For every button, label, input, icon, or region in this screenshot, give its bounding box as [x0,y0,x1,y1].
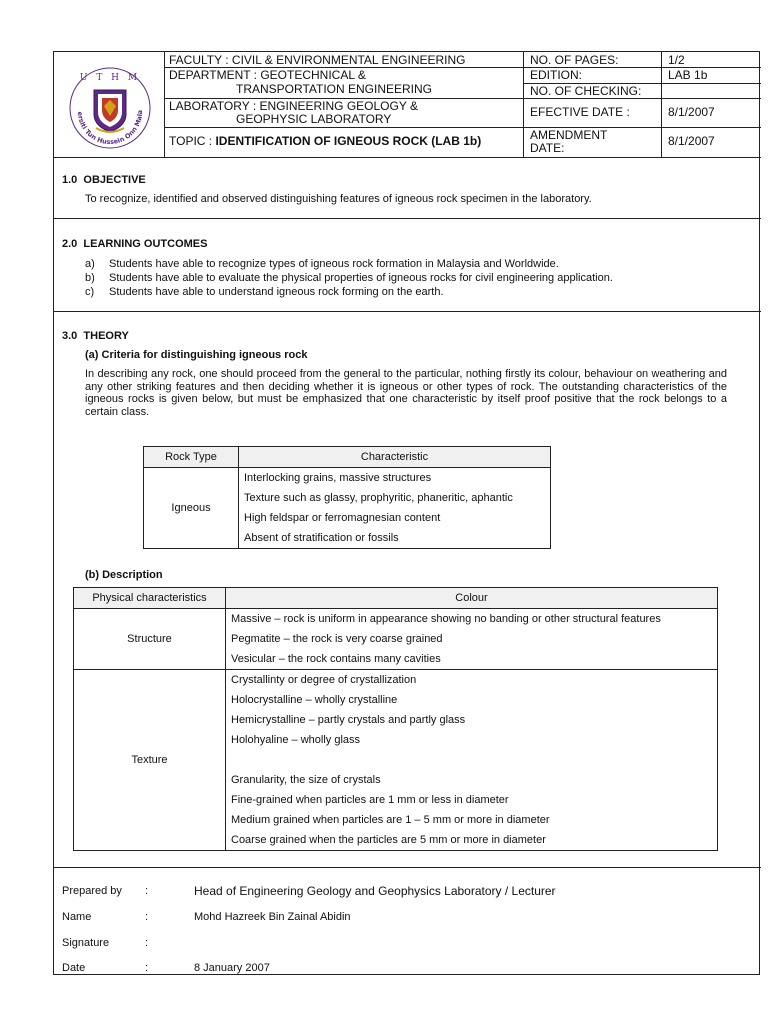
topic-label [169,135,481,148]
date-colon: : [145,962,149,974]
logo-uthm-text: U T H M [79,73,141,83]
description-table [73,587,718,851]
laboratory-label-line2: GEOPHYSIC LABORATORY [236,112,392,126]
logo-ring-text: ersiti Tun Hussein Onn Mala [75,110,145,147]
prepared-by-colon: : [145,885,149,897]
texture-item: Granularity, the size of crystals [231,774,381,786]
amendment-label-line1: AMENDMENT [530,128,608,142]
list-item [85,286,745,300]
date-label: Date [62,962,86,974]
list-item-text: Students have able to understand igneous rock forming on the earth. [109,286,444,298]
criteria-subheading: (a) Criteria for distinguishing igneous rock [85,349,308,361]
prepared-by-value: Head of Engineering Geology and Geophysics Laboratory / Lecturer [194,884,556,898]
objective-number: 1.0 [62,174,78,186]
amendment-date-value: 8/1/2007 [668,134,715,148]
effective-date-label: EFECTIVE DATE : [530,105,630,119]
list-marker: b) [85,272,95,284]
list-item-text: Students have able to recognize types of igneous rock formation in Malaysia and Worldwide. [109,258,559,270]
topic-title: IDENTIFICATION OF IGNEOUS ROCK (LAB 1b) [215,134,482,148]
list-item-text: Students have able to evaluate the physical properties of igneous rocks for civil engineering application. [109,272,613,284]
list-marker: c) [85,286,95,298]
learning-outcomes-title: LEARNING OUTCOMES [83,238,208,250]
uthm-crest-icon [64,62,156,152]
theory-heading [62,330,129,342]
learning-outcomes-heading [62,238,207,250]
texture-item: Coarse grained when the particles are 5 mm or more in diameter [231,834,546,846]
name-value: Mohd Hazreek Bin Zainal Abidin [194,911,351,923]
texture-item: Holohyaline – wholly glass [231,734,361,746]
texture-label-cell: Texture [74,670,226,851]
structure-items-cell [226,609,718,670]
date-value: 8 January 2007 [194,962,270,974]
signature-colon: : [145,937,149,949]
criteria-header-characteristic: Characteristic [239,447,551,468]
laboratory-label-line1: LABORATORY : ENGINEERING GEOLOGY & [169,99,418,113]
name-colon: : [145,911,149,923]
texture-spacer [226,750,717,770]
topic-prefix: TOPIC : [169,134,216,148]
texture-items-cell [226,670,718,851]
uthm-logo [64,62,156,152]
criteria-characteristic: High feldspar or ferromagnesian content [244,512,441,524]
criteria-rock-type-cell: Igneous [144,468,239,549]
criteria-characteristics-cell [239,468,551,549]
name-label: Name [62,911,92,923]
criteria-header-rock-type: Rock Type [144,447,239,468]
description-subheading: (b) Description [85,569,163,581]
objective-title: OBJECTIVE [83,174,146,186]
list-item [85,258,745,272]
texture-item: Crystallinty or degree of crystallization [231,674,417,686]
no-of-checking-label: NO. OF CHECKING: [530,84,642,98]
structure-label-cell: Structure [74,609,226,670]
theory-paragraph: In describing any rock, one should proceed from the general to the particular, nothing firstly its colour, behaviour on weathering and any other striking features and then deciding whether it is igneous or other types of rock. The outstanding characteristics of the igneous rocks is given below, but must be emphasized that one characteristic by itself proof positive that the rock belongs to a certain class. [85,368,727,418]
texture-item: Medium grained when particles are 1 – 5 mm or more in diameter [231,814,550,826]
criteria-characteristic: Texture such as glassy, prophyritic, phaneritic, aphantic [244,492,513,504]
prepared-by-label: Prepared by [62,885,122,897]
criteria-characteristic: Absent of stratification or fossils [244,532,399,544]
description-header-colour: Colour [226,588,718,609]
no-of-pages-value: 1/2 [668,53,685,67]
edition-label: EDITION: [530,68,583,82]
learning-outcomes-number: 2.0 [62,238,78,250]
structure-item: Pegmatite – the rock is very coarse grained [231,633,443,645]
description-header-physical: Physical characteristics [74,588,226,609]
structure-item: Vesicular – the rock contains many cavities [231,653,441,665]
texture-item: Fine-grained when particles are 1 mm or less in diameter [231,794,509,806]
theory-title: THEORY [83,330,129,342]
department-label-line1: DEPARTMENT : GEOTECHNICAL & [169,68,366,82]
department-label-line2: TRANSPORTATION ENGINEERING [236,82,433,96]
structure-item: Massive – rock is uniform in appearance showing no banding or other structural features [231,613,661,625]
theory-number: 3.0 [62,330,78,342]
criteria-characteristic: Interlocking grains, massive structures [244,472,432,484]
texture-item: Holocrystalline – wholly crystalline [231,694,398,706]
no-of-pages-label: NO. OF PAGES: [530,53,619,67]
criteria-table [143,446,551,549]
edition-value: LAB 1b [668,68,708,82]
faculty-label: FACULTY : CIVIL & ENVIRONMENTAL ENGINEERING [169,53,466,67]
document-page [53,51,760,975]
objective-heading [62,174,146,186]
objective-text: To recognize, identified and observed distinguishing features of igneous rock specimen in the laboratory. [85,193,592,205]
list-item [85,272,745,286]
list-marker: a) [85,258,95,270]
amendment-label-line2: DATE: [530,141,565,155]
effective-date-value: 8/1/2007 [668,105,715,119]
learning-outcomes-list [85,258,745,300]
signature-label: Signature [62,937,110,949]
texture-item: Hemicrystalline – partly crystals and partly glass [231,714,466,726]
